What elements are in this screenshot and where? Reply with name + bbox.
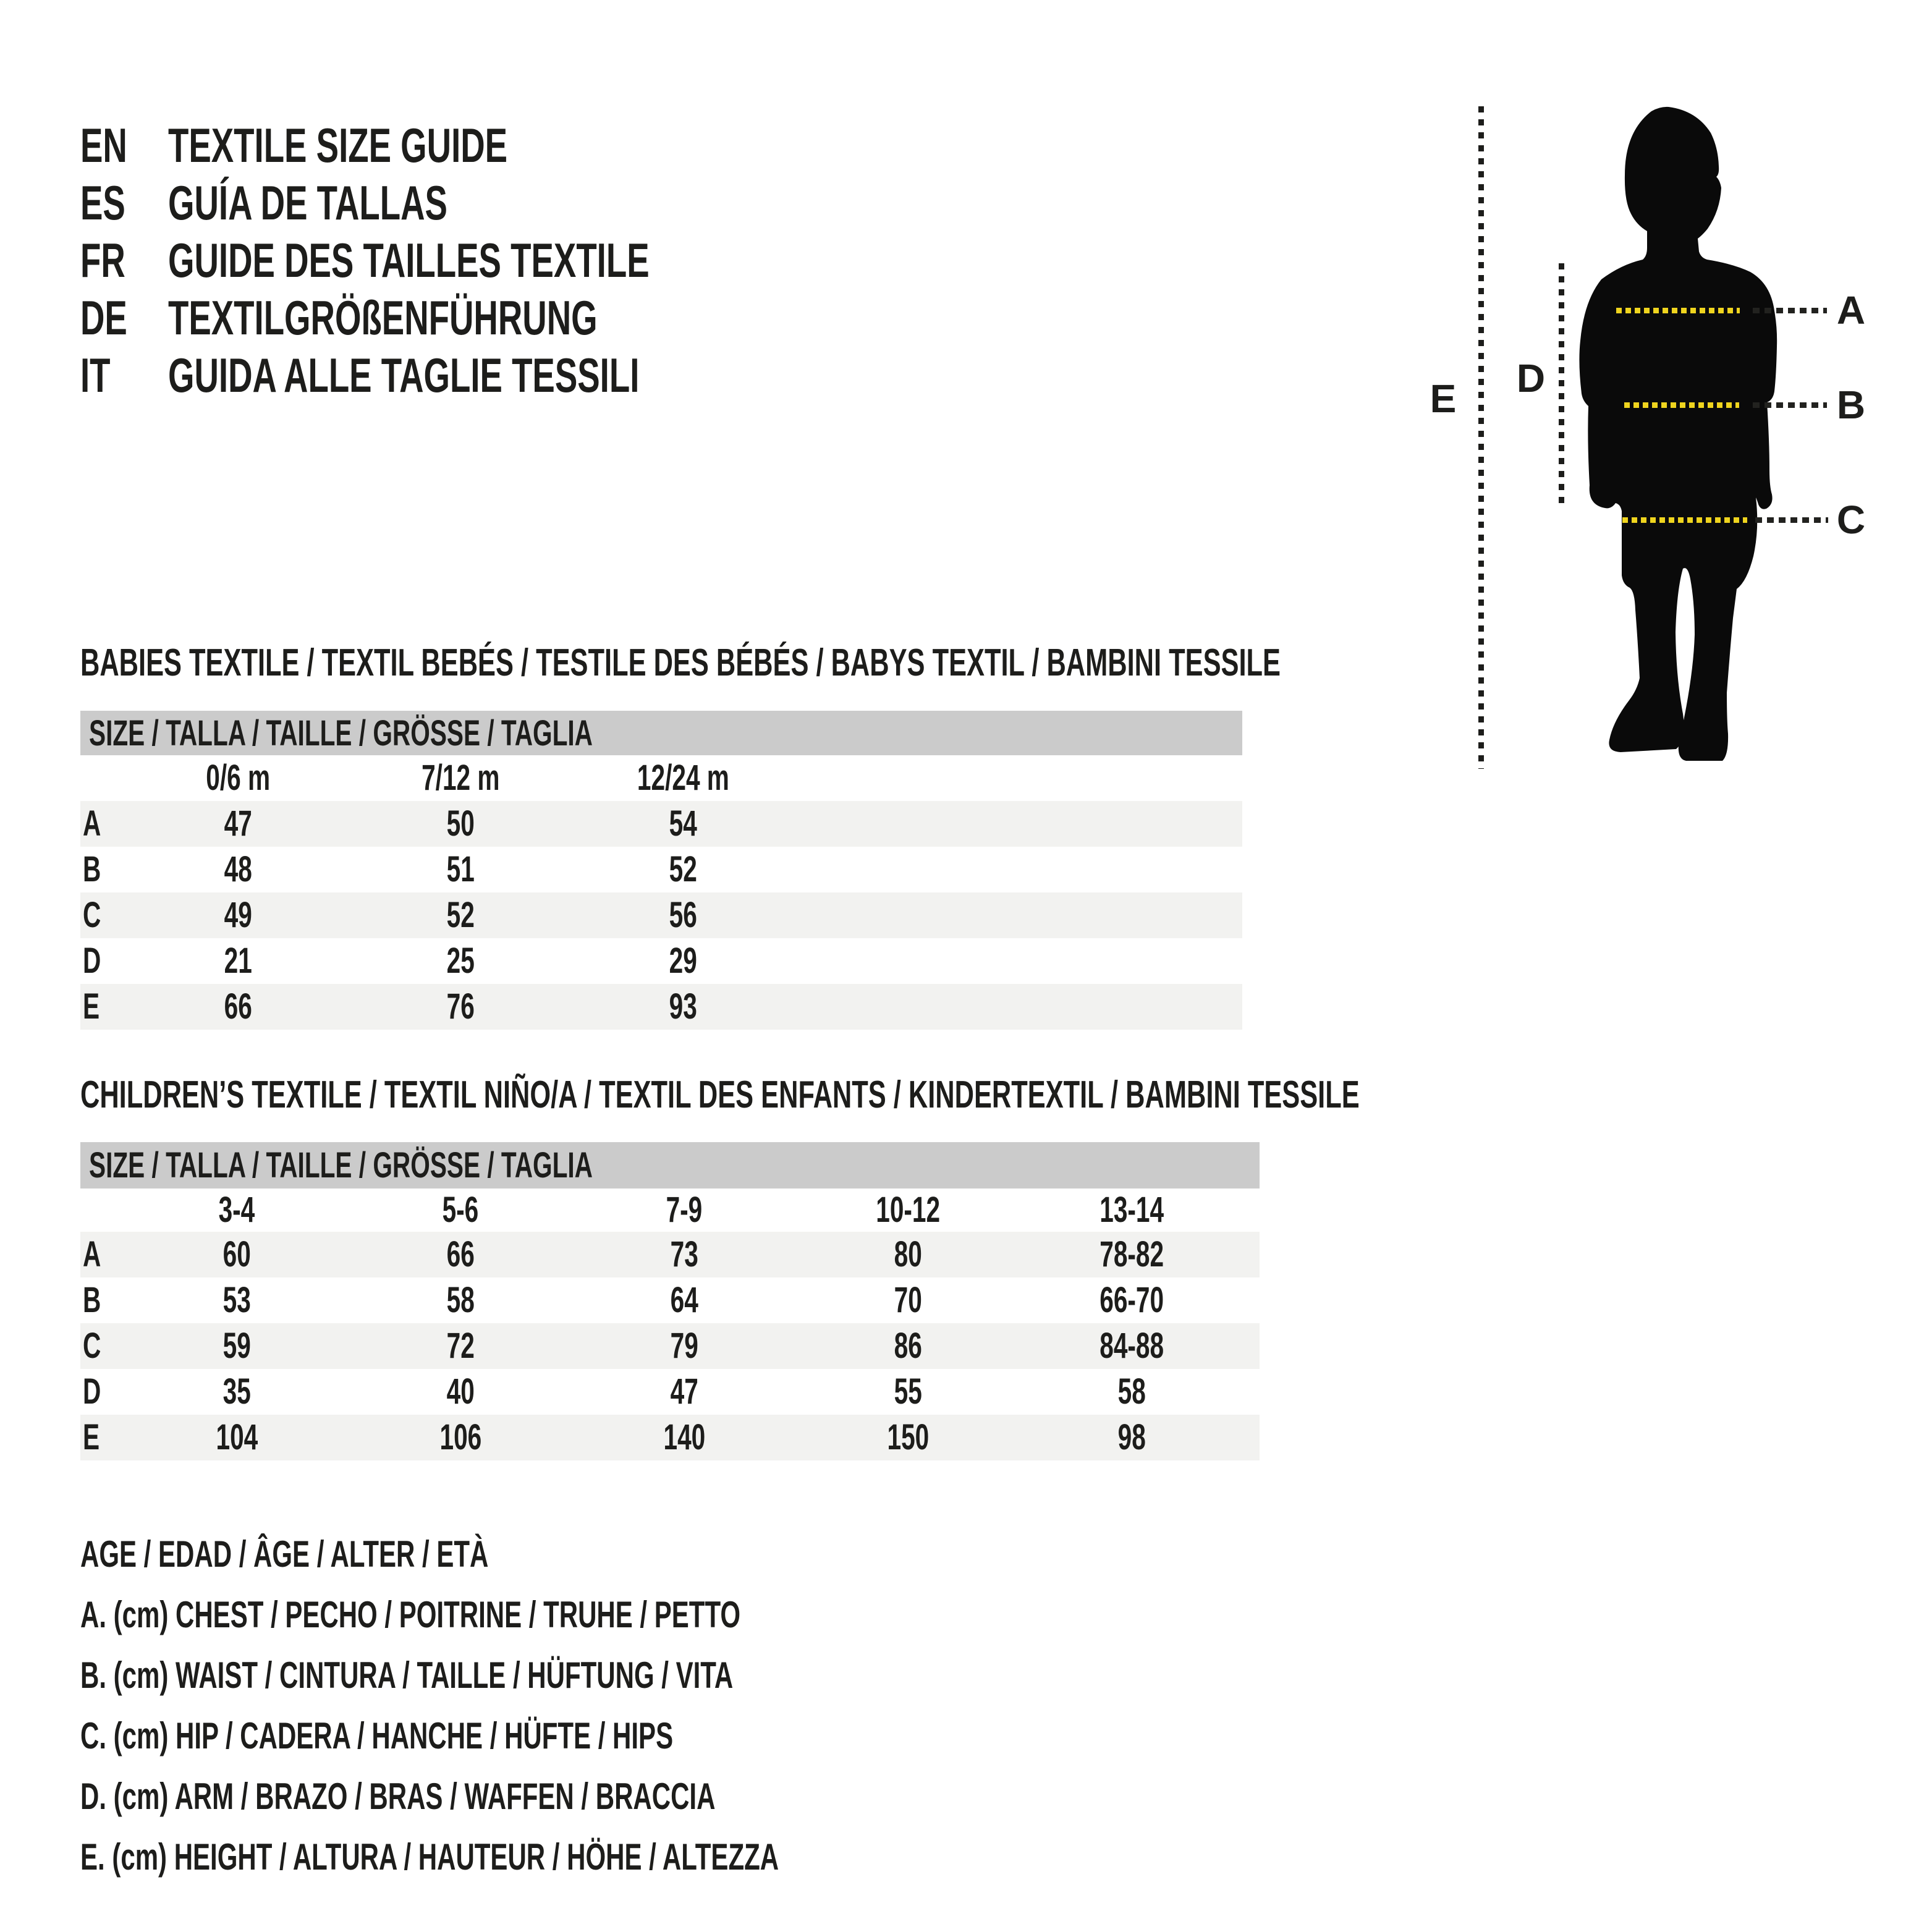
filler-cell	[1244, 1415, 1260, 1460]
language-code: EN	[80, 118, 127, 172]
filler-cell	[794, 847, 1242, 892]
table-row	[80, 938, 1242, 984]
table-cell: 47	[224, 803, 252, 844]
table-cell: 140	[663, 1417, 705, 1457]
legend-waist: B. (cm) WAIST / CINTURA / TAILLE / HÜFTUNG / VITA	[80, 1654, 734, 1696]
language-title: TEXTILGRÖßENFÜHRUNG	[168, 290, 598, 345]
children-section-title: CHILDREN’S TEXTILE / TEXTIL NIÑO/A / TEXTIL DES ENFANTS / KINDERTEXTIL / BAMBINI TESSILE	[80, 1074, 1360, 1116]
table-cell: 58	[446, 1280, 475, 1320]
figure-label-height: E	[1430, 376, 1457, 421]
table-cell: 25	[446, 941, 475, 981]
legend-hip: C. (cm) HIP / CADERA / HANCHE / HÜFTE / HIPS	[80, 1715, 674, 1756]
waist-line-yellow-dashes	[1624, 402, 1739, 408]
legend-age: AGE / EDAD / ÂGE / ALTER / ETÀ	[80, 1533, 489, 1575]
row-label: E	[83, 1417, 100, 1457]
filler-cell	[794, 755, 1242, 801]
row-label: C	[83, 895, 101, 935]
legend-chest: A. (cm) CHEST / PECHO / POITRINE / TRUHE / PETTO	[80, 1594, 741, 1635]
table-cell: 86	[894, 1326, 922, 1366]
language-title: TEXTILE SIZE GUIDE	[168, 118, 508, 172]
language-code: FR	[80, 233, 125, 287]
children-column-header-row	[80, 1188, 1260, 1232]
language-code: ES	[80, 176, 125, 230]
filler-cell	[794, 892, 1242, 938]
hip-line-yellow-dashes	[1622, 517, 1747, 523]
table-cell: 51	[446, 849, 475, 889]
children-column-header: 5-6	[442, 1190, 479, 1230]
table-cell: 70	[894, 1280, 922, 1320]
filler-cell	[794, 938, 1242, 984]
table-cell: 106	[439, 1417, 481, 1457]
row-label: C	[83, 1326, 101, 1366]
table-cell: 47	[670, 1371, 698, 1412]
legend-arm: D. (cm) ARM / BRAZO / BRAS / WAFFEN / BRACCIA	[80, 1776, 716, 1817]
table-cell: 93	[669, 986, 697, 1027]
table-cell: 98	[1117, 1417, 1146, 1457]
waist-line-dark-dashes	[1753, 402, 1827, 408]
table-cell: 104	[216, 1417, 258, 1457]
table-cell: 59	[222, 1326, 251, 1366]
language-title: GUÍA DE TALLAS	[168, 176, 447, 230]
table-cell: 64	[670, 1280, 698, 1320]
table-cell: 49	[224, 895, 252, 935]
language-code: DE	[80, 290, 127, 345]
row-label: B	[83, 849, 101, 889]
table-cell: 66	[446, 1234, 475, 1274]
filler-cell	[1244, 1232, 1260, 1277]
babies-section-title: BABIES TEXTILE / TEXTIL BEBÉS / TESTILE DES BÉBÉS / BABYS TEXTIL / BAMBINI TESSILE	[80, 642, 1281, 684]
table-cell: 40	[446, 1371, 475, 1412]
table-row	[80, 1369, 1260, 1415]
children-column-header: 7-9	[666, 1190, 703, 1230]
table-row	[80, 984, 1242, 1030]
table-cell: 73	[670, 1234, 698, 1274]
table-cell: 66	[224, 986, 252, 1027]
babies-column-header: 12/24 m	[637, 758, 729, 798]
table-row	[80, 1323, 1260, 1369]
table-cell: 35	[222, 1371, 251, 1412]
corner-cell	[80, 755, 127, 801]
table-cell: 150	[887, 1417, 929, 1457]
table-cell: 53	[222, 1280, 251, 1320]
children-column-header: 13-14	[1099, 1190, 1164, 1230]
babies-size-header-label: SIZE / TALLA / TAILLE / GRÖSSE / TAGLIA	[89, 713, 593, 753]
language-title: GUIDE DES TAILLES TEXTILE	[168, 233, 650, 287]
figure-label-hip: C	[1836, 498, 1866, 542]
table-row	[80, 1415, 1260, 1460]
figure-label-waist: B	[1836, 383, 1866, 427]
filler-cell	[1244, 1323, 1260, 1369]
table-cell: 21	[224, 941, 252, 981]
table-cell: 80	[894, 1234, 922, 1274]
filler-cell	[1244, 1369, 1260, 1415]
filler-cell	[794, 984, 1242, 1030]
figure-label-chest: A	[1836, 288, 1866, 333]
row-label: A	[83, 1234, 101, 1274]
corner-cell	[80, 1188, 125, 1232]
chest-line-yellow-dashes	[1616, 308, 1740, 313]
filler-cell	[1244, 1277, 1260, 1323]
children-column-header: 3-4	[218, 1190, 255, 1230]
figure-label-arm: D	[1516, 356, 1546, 400]
children-column-header: 10-12	[876, 1190, 940, 1230]
table-cell: 58	[1117, 1371, 1146, 1412]
legend-height: E. (cm) HEIGHT / ALTURA / HAUTEUR / HÖHE / ALTEZZA	[80, 1836, 779, 1878]
table-cell: 55	[894, 1371, 922, 1412]
table-cell: 54	[669, 803, 697, 844]
row-label: D	[83, 1371, 101, 1412]
table-cell: 79	[670, 1326, 698, 1366]
babies-column-header: 0/6 m	[206, 758, 270, 798]
hip-line-dark-dashes	[1755, 517, 1828, 523]
children-size-header-bar	[80, 1142, 1260, 1188]
table-cell: 76	[446, 986, 475, 1027]
table-row	[80, 892, 1242, 938]
table-row	[80, 847, 1242, 892]
babies-column-header: 7/12 m	[421, 758, 500, 798]
children-size-header-label: SIZE / TALLA / TAILLE / GRÖSSE / TAGLIA	[89, 1145, 593, 1185]
table-cell: 52	[446, 895, 475, 935]
babies-size-header-bar	[80, 711, 1242, 755]
table-cell: 84-88	[1099, 1326, 1164, 1366]
language-title: GUIDA ALLE TAGLIE TESSILI	[168, 348, 640, 402]
table-cell: 72	[446, 1326, 475, 1366]
table-cell: 60	[222, 1234, 251, 1274]
table-cell: 50	[446, 803, 475, 844]
table-cell: 66-70	[1099, 1280, 1164, 1320]
language-code: IT	[80, 348, 111, 402]
table-cell: 56	[669, 895, 697, 935]
table-row	[80, 1277, 1260, 1323]
table-row	[80, 801, 1242, 847]
chest-line-dark-dashes	[1753, 308, 1827, 313]
row-label: B	[83, 1280, 101, 1320]
row-label: A	[83, 803, 101, 844]
babies-column-header-row	[80, 755, 1242, 801]
table-cell: 52	[669, 849, 697, 889]
table-row	[80, 1232, 1260, 1277]
table-cell: 48	[224, 849, 252, 889]
table-cell: 29	[669, 941, 697, 981]
row-label: E	[83, 986, 100, 1027]
filler-cell	[1244, 1188, 1260, 1232]
table-cell: 78-82	[1099, 1234, 1164, 1274]
filler-cell	[794, 801, 1242, 847]
row-label: D	[83, 941, 101, 981]
